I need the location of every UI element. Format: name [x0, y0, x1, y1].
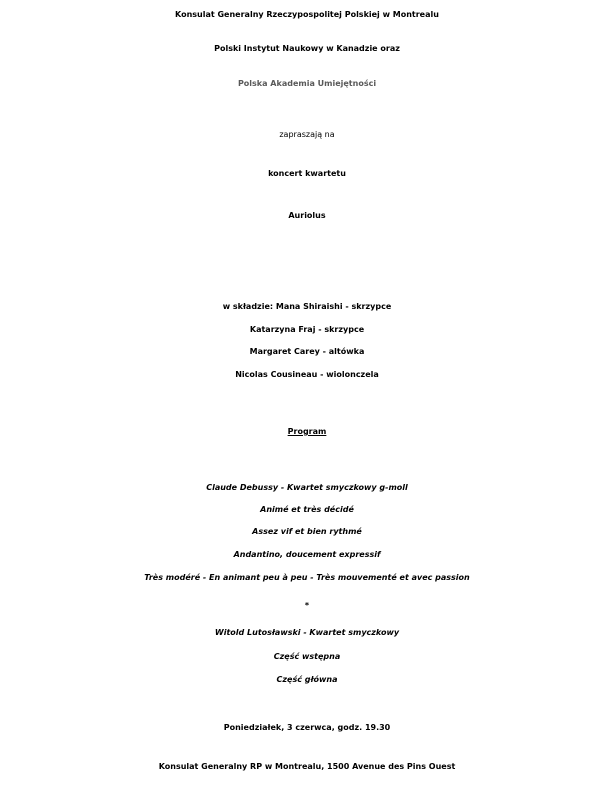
organizer-academy: Polska Akademia Umiejętności	[237, 79, 377, 88]
lineup-line: w składzie: Mana Shiraishi - skrzypce	[222, 302, 392, 311]
invite-text: zapraszają na	[279, 130, 335, 139]
program-movement: Assez vif et bien rythmé	[252, 527, 362, 536]
program-work-lutoslawski: Witold Lutosławski - Kwartet smyczkowy	[214, 628, 400, 637]
program-movement: Andantino, doucement expressif	[233, 550, 381, 559]
lineup-line: Margaret Carey - altówka	[249, 347, 365, 356]
ensemble-name: Auriolus	[288, 211, 326, 220]
program-movement: Animé et très décidé	[260, 505, 354, 514]
event-type: koncert kwartetu	[268, 169, 346, 178]
program-heading: Program	[287, 427, 327, 436]
lineup-line: Nicolas Cousineau - wiolonczela	[235, 370, 379, 379]
event-venue: Konsulat Generalny RP w Montrealu, 1500 Avenue des Pins Ouest	[158, 762, 456, 771]
program-movement: Część główna	[276, 675, 338, 684]
program-separator: *	[304, 601, 310, 610]
program-work-debussy: Claude Debussy - Kwartet smyczkowy g-moll	[206, 483, 408, 492]
program-movement: Très modéré - En animant peu à peu - Très mouvementé et avec passion	[144, 573, 470, 582]
organizer-institute: Polski Instytut Naukowy w Kanadzie oraz	[214, 44, 400, 53]
organizer-consulate: Konsulat Generalny Rzeczypospolitej Polskiej w Montrealu	[175, 10, 439, 19]
program-movement: Część wstępna	[273, 652, 341, 661]
event-date-time: Poniedziałek, 3 czerwca, godz. 19.30	[223, 723, 391, 732]
lineup-line: Katarzyna Fraj - skrzypce	[249, 325, 365, 334]
